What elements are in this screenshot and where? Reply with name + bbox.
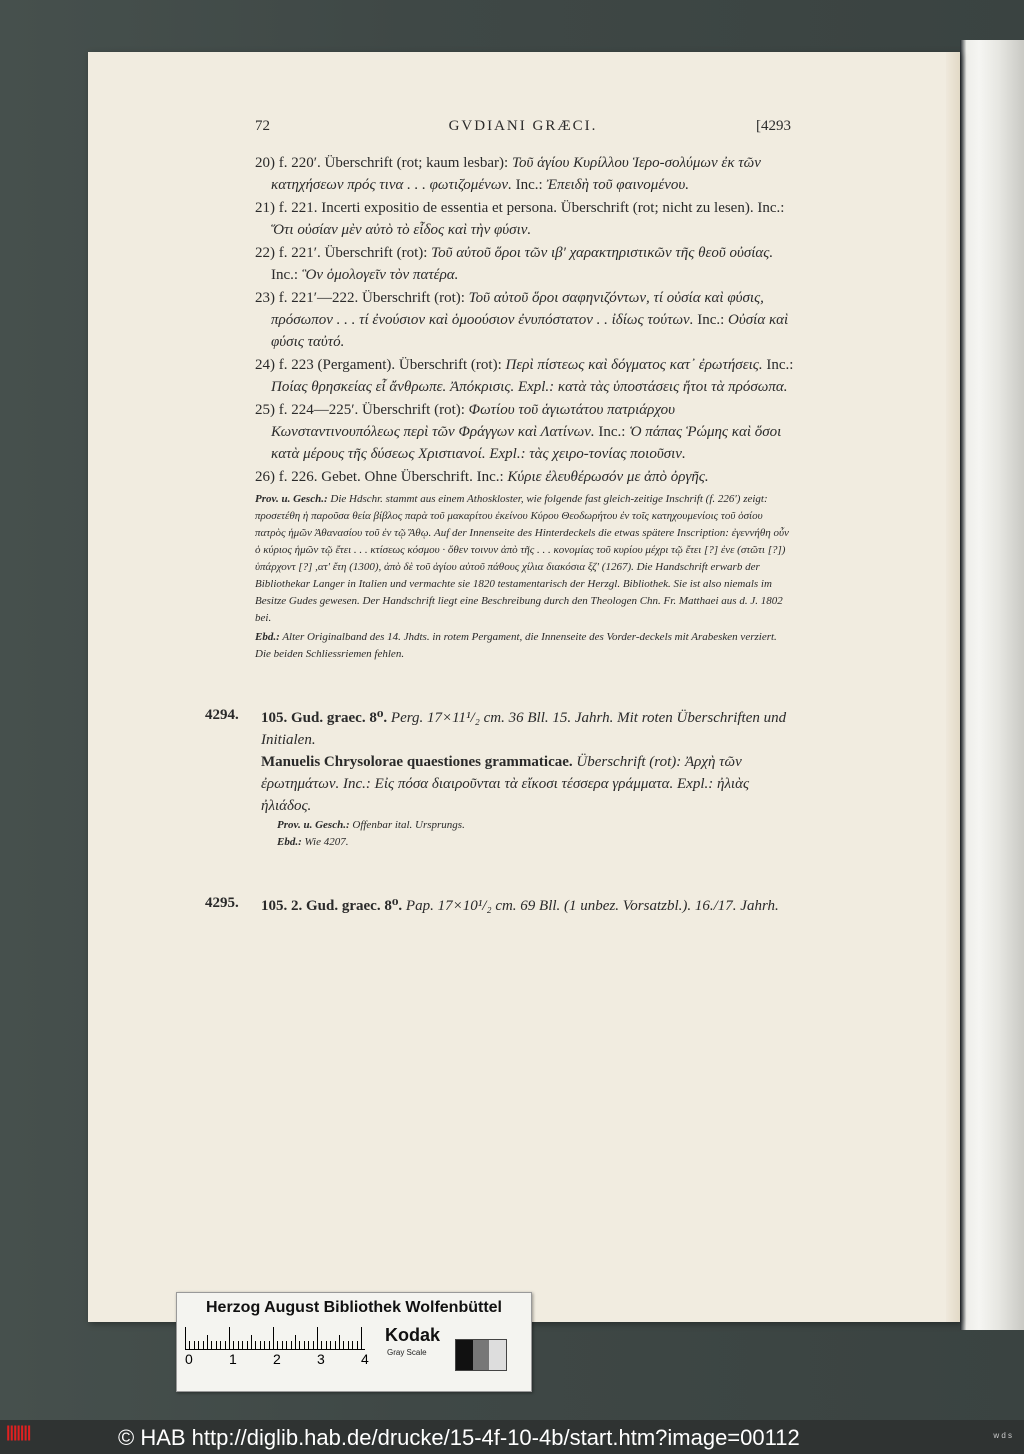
- running-header: [255, 118, 791, 142]
- ruler-digit: 1: [229, 1351, 237, 1367]
- ruler-tick: [299, 1341, 300, 1349]
- work-text: Überschrift (rot): Ἀρχὴ τῶν ἐρωτημάτων. Inc.: Εἰς πόσα διαιροῦνται τὰ εἴκοσι τέσσερα γράμματα. Expl.: ἠλιὰς ἠλιάδος.: [261, 754, 750, 814]
- copyright-url: © HAB http://diglib.hab.de/drucke/15-4f-10-4b/start.htm?image=00112: [118, 1425, 800, 1450]
- greek-text: Περὶ πίστεως καὶ δόγματος κατ᾽ ἐρωτήσεις.: [505, 357, 763, 373]
- manuscript-entry: [255, 287, 795, 353]
- hab-logo-icon: |||||||: [6, 1424, 31, 1441]
- entry-text: Inc.:: [511, 177, 547, 193]
- greek-text: Φωτίου τοῦ ἁγιωτάτου πατριάρχου Κωνσταντινουπόλεως περὶ τῶν Φράγγων καὶ Λατίνων.: [271, 402, 675, 440]
- manuscript-entry: [255, 466, 795, 488]
- item-number: 4294.: [205, 707, 239, 723]
- binding-label: Ebd.:: [255, 631, 280, 643]
- ruler-tick: [220, 1341, 221, 1349]
- ruler-tick: [286, 1341, 287, 1349]
- catalogue-item-4294: [205, 707, 795, 851]
- shelfmark: 105. Gud. graec. 8⁰.: [261, 710, 388, 726]
- ruler-tick: [357, 1341, 358, 1349]
- ruler-digit: 0: [185, 1351, 193, 1367]
- work-title: Manuelis Chrysolorae quaestiones grammaticae.: [261, 754, 573, 770]
- ruler-tick: [225, 1341, 226, 1349]
- greek-text: Ὅτι οὐσίαν μὲν αὐτὸ τὸ εἶδος καὶ τὴν φύσιν.: [271, 222, 532, 238]
- ruler-tick: [321, 1341, 322, 1349]
- ruler-tick: [233, 1341, 234, 1349]
- ruler-scale: [185, 1325, 365, 1350]
- ruler-digit: 2: [273, 1351, 281, 1367]
- entry-text: Inc.:: [762, 357, 794, 373]
- ruler-tick: [326, 1341, 327, 1349]
- ruler-tick: [264, 1341, 265, 1349]
- ruler-tick: [229, 1327, 230, 1349]
- shelfmark: 105. 2. Gud. graec. 8⁰.: [261, 898, 403, 914]
- entry-text: 20) f. 220′. Überschrift (rot; kaum lesbar):: [255, 155, 512, 171]
- entry-list: [255, 152, 795, 488]
- item-description: Pap. 17×10¹/₂ cm. 69 Bll. (1 unbez. Vorsatzbl.). 16./17. Jahrh.: [405, 898, 779, 914]
- brand-subtitle: Gray Scale: [387, 1348, 427, 1357]
- ruler-tick: [203, 1341, 204, 1349]
- catalogue-text: [205, 152, 795, 917]
- item-binding-text: Wie 4207.: [304, 836, 349, 848]
- ruler-tick: [348, 1341, 349, 1349]
- greek-text: Οὐσία καὶ φύσις ταὐτό.: [271, 312, 789, 350]
- ruler-tick: [304, 1341, 305, 1349]
- entry-text: 23) f. 221′—222. Überschrift (rot):: [255, 290, 469, 306]
- page-edge: [946, 52, 960, 1322]
- ruler-tick: [308, 1341, 309, 1349]
- color-target-card: [176, 1292, 532, 1392]
- provenance-label: Prov. u. Gesch.:: [255, 493, 328, 505]
- item-binding: [261, 834, 795, 851]
- greek-text: Τοῦ αὐτοῦ ὅροι σαφηνιζόντων, τί οὐσία καὶ φύσις, πρόσωπον . . . τί ἐνούσιον καὶ ὁμοούσιον ἐνυπόστατον . . ἰδίως τούτων.: [271, 290, 764, 328]
- ruler-tick: [216, 1341, 217, 1349]
- ruler-tick: [339, 1335, 340, 1349]
- page-number: 72: [255, 118, 270, 134]
- catalogue-item-4295: [205, 895, 795, 917]
- ruler-tick: [251, 1335, 252, 1349]
- item-number: 4295.: [205, 895, 239, 911]
- greek-text: Τοῦ αὐτοῦ ὅροι τῶν ιβ′ χαρακτηριστικῶν τῆς θεοῦ οὐσίας.: [431, 245, 774, 261]
- running-title: GVDIANI GRÆCI.: [448, 118, 598, 134]
- ruler-tick: [291, 1341, 292, 1349]
- binding-text: Alter Originalband des 14. Jhdts. in rotem Pergament, die Innenseite des Vorder-deckels mit Arabesken verziert. Die beiden Schliessriemen fehlen.: [255, 631, 777, 660]
- ruler-tick: [260, 1341, 261, 1349]
- gray-patches: [455, 1339, 507, 1371]
- manuscript-entry: [255, 197, 795, 241]
- ruler-tick: [269, 1341, 270, 1349]
- item-binding-label: Ebd.:: [277, 836, 302, 848]
- manuscript-entry: [255, 399, 795, 465]
- ruler-tick: [352, 1341, 353, 1349]
- ruler-tick: [242, 1341, 243, 1349]
- institution-name: Herzog August Bibliothek Wolfenbüttel: [206, 1299, 502, 1316]
- ruler-tick: [361, 1327, 362, 1349]
- book-spine: [960, 40, 1024, 1330]
- greek-text: Ὃν ὁμολογεῖν τὸν πατέρα.: [301, 267, 459, 283]
- item-provenance: [261, 817, 795, 834]
- greek-text: Κύριε ἐλευθέρωσόν με ἀπὸ ὀργῆς.: [507, 469, 709, 485]
- ruler-tick: [330, 1341, 331, 1349]
- greek-text: Ὁ πάπας Ῥώμης καὶ ὅσοι κατὰ μέρους τῆς δύσεως Χριστιανοί. Expl.: τὰς χειρο-τονίας ποιοῦσιν.: [271, 424, 782, 462]
- entry-text: Inc.:: [271, 267, 302, 283]
- ruler-tick: [255, 1341, 256, 1349]
- binding-note: [255, 629, 795, 663]
- ruler-tick: [335, 1341, 336, 1349]
- ruler-tick: [273, 1327, 274, 1349]
- ruler-tick: [185, 1327, 186, 1349]
- item-description: Perg. 17×11¹/₂ cm. 36 Bll. 15. Jahrh. Mit roten Überschriften und Initialen.: [261, 710, 787, 748]
- ruler-digit: 4: [361, 1351, 369, 1367]
- greek-text: Ποίας θρησκείας εἶ ἄνθρωπε. Ἀπόκρισις. Expl.: κατὰ τὰς ὑποστάσεις ἤτοι τὰ πρόσωπα.: [271, 379, 788, 395]
- ruler-tick: [317, 1327, 318, 1349]
- ruler-tick: [277, 1341, 278, 1349]
- manuscript-entry: [255, 242, 795, 286]
- footer-bar: [0, 1420, 1024, 1454]
- ruler-tick: [194, 1341, 195, 1349]
- provenance-note: [255, 491, 795, 627]
- brand-logo: Kodak: [385, 1325, 441, 1345]
- greek-text: Τοῦ ἁγίου Κυρίλλου Ἱερο-σολύμων ἐκ τῶν κατηχήσεων πρός τινα . . . φωτιζομένων.: [271, 155, 761, 193]
- entry-text: Inc.:: [693, 312, 729, 328]
- provenance-text: Die Hdschr. stammt aus einem Athoskloster, wie folgende fast gleich-zeitige Inschrift (f. 226′) zeigt: προσετέθη ἡ παροῦσα θεία βίβλος παρὰ τοῦ μακαρίτου ἐκείνου Κύρου Θεοδωρήτου ἐν τοῖς κατηχουμενίοις τοῦ ὁσίου πατρὸς ἡμῶν Ἀθανασίου τοῦ ἐν τῷ Ἄθῳ. Auf der Innenseite des Hinterdeckels die etwas spätere Inscription: ἐγεννήθη οὖν ὁ κύριος ἡμῶν τῷ ἔτει . . . κτίσεως κόσμου · ὅθεν τοινυν ἀπὸ τῆς . . . κονομίας τοῦ κυρίου μέχρι τῷ ἔτει [?] ἐνε (στῶτι [?]) ὑπάρχοντ [?] ,ατ′ ἔτη (1300), ἀπὸ δὲ τοῦ ἁγίου αὐτοῦ πάθους χίλια διακόσια ξζ′ (1267). Die Handschrift erwarb der Bibliothekar Langer in Italien und vermachte sie 1820 testamentarisch der Herzgl. Bibliothek. Sie ist also niemals im Besitze Gudes gewesen. Der Handschrift liegt eine Beschreibung durch den Theologen Chn. Fr. Matthaei aus d. J. 1802 bei.: [255, 493, 789, 624]
- manuscript-entry: [255, 354, 795, 398]
- ruler-tick: [238, 1341, 239, 1349]
- item-provenance-text: Offenbar ital. Ursprungs.: [352, 819, 465, 831]
- entry-text: 24) f. 223 (Pergament). Überschrift (rot):: [255, 357, 506, 373]
- ruler-tick: [247, 1341, 248, 1349]
- item-provenance-label: Prov. u. Gesch.:: [277, 819, 350, 831]
- ruler-tick: [211, 1341, 212, 1349]
- manuscript-entry: [255, 152, 795, 196]
- ruler-tick: [207, 1335, 208, 1349]
- ruler-tick: [189, 1341, 190, 1349]
- entry-text: 21) f. 221. Incerti expositio de essentia et persona. Überschrift (rot; nicht zu lesen). Inc.:: [255, 200, 785, 216]
- ruler-tick: [198, 1341, 199, 1349]
- ruler-digit: 3: [317, 1351, 325, 1367]
- entry-text: Inc.:: [594, 424, 630, 440]
- ruler-tick: [282, 1341, 283, 1349]
- catalogue-reference: [4293: [756, 118, 791, 134]
- corner-mark: w d s: [993, 1431, 1012, 1440]
- ruler-tick: [313, 1341, 314, 1349]
- entry-text: 26) f. 226. Gebet. Ohne Überschrift. Inc.:: [255, 469, 508, 485]
- ruler-tick: [343, 1341, 344, 1349]
- greek-text: Ἐπειδὴ τοῦ φαινομένου.: [546, 177, 690, 193]
- entry-text: 22) f. 221′. Überschrift (rot):: [255, 245, 432, 261]
- ruler-tick: [295, 1335, 296, 1349]
- entry-text: 25) f. 224—225′. Überschrift (rot):: [255, 402, 469, 418]
